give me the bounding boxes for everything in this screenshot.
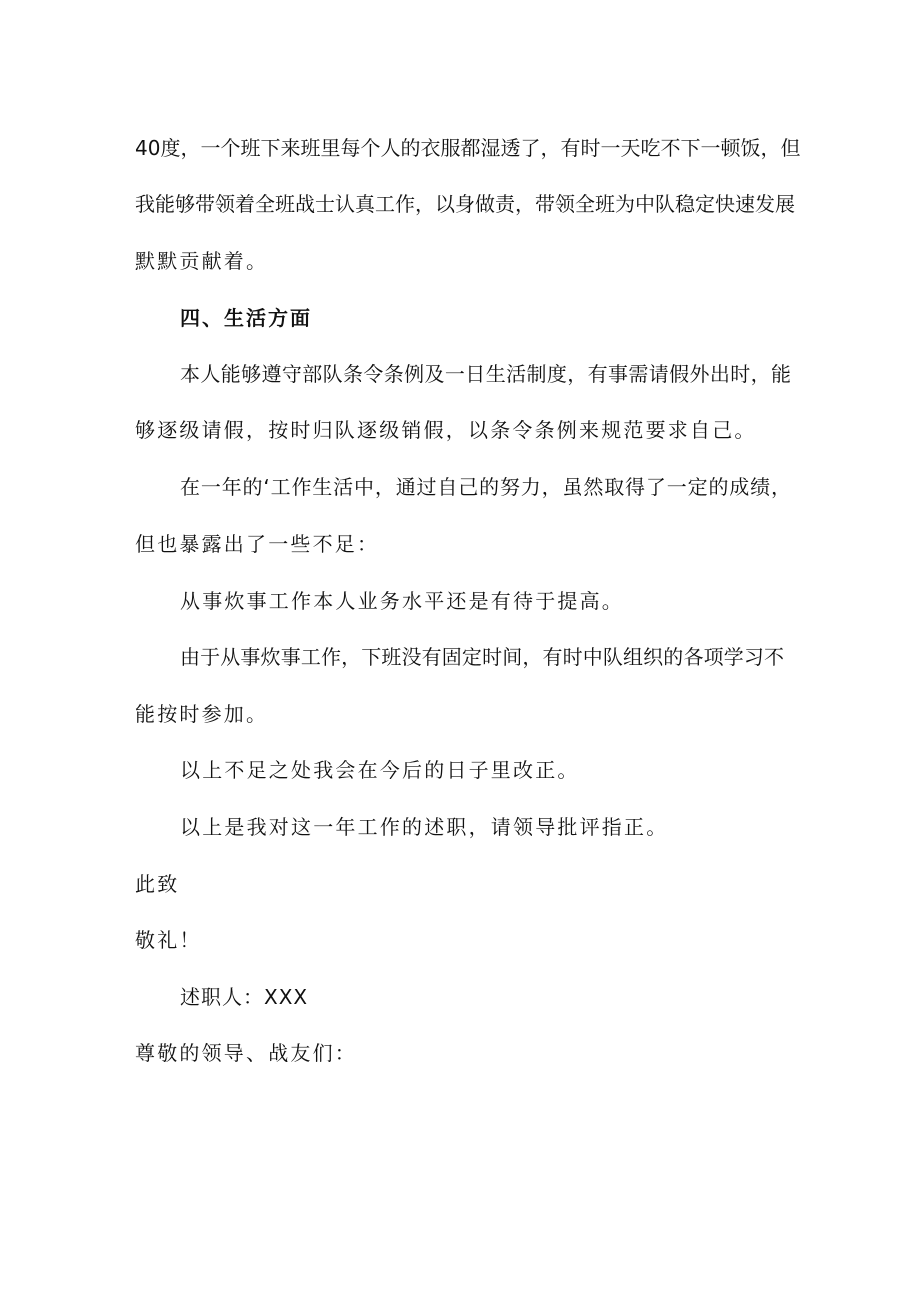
paragraph-line: 由于从事炊事工作，下班没有固定时间，有时中队组织的各项学习不 xyxy=(180,645,784,669)
section-heading: 四、生活方面 xyxy=(180,306,312,330)
salutation-line: 敬礼！ xyxy=(135,928,202,952)
paragraph-line: 在一年的‘工作生活中，通过自己的努力，虽然取得了一定的成绩， xyxy=(180,475,791,499)
signature: 述职人：XXX xyxy=(180,985,309,1009)
paragraph-line: 40度，一个班下来班里每个人的衣服都湿透了，有时一天吃不下一顿饭，但 xyxy=(135,136,801,160)
paragraph-line: 够逐级请假，按时归队逐级销假，以条令条例来规范要求自己。 xyxy=(135,418,757,442)
closing-statement: 以上是我对这一年工作的述职，请领导批评指正。 xyxy=(180,815,669,839)
next-greeting: 尊敬的领导、战友们： xyxy=(135,1041,357,1065)
paragraph-line: 默默贡献着。 xyxy=(135,249,269,273)
paragraph-line: 本人能够遵守部队条令条例及一日生活制度，有事需请假外出时，能 xyxy=(180,362,791,386)
paragraph-line: 我能够带领着全班战士认真工作，以身做责，带领全班为中队稳定快速发展 xyxy=(135,192,795,216)
paragraph-line: 能按时参加。 xyxy=(135,702,269,726)
shortcoming-item: 从事炊事工作本人业务水平还是有待于提高。 xyxy=(180,589,624,613)
correction-statement: 以上不足之处我会在今后的日子里改正。 xyxy=(180,758,580,782)
paragraph-line: 但也暴露出了一些不足： xyxy=(135,532,380,556)
salutation-line: 此致 xyxy=(135,872,180,896)
